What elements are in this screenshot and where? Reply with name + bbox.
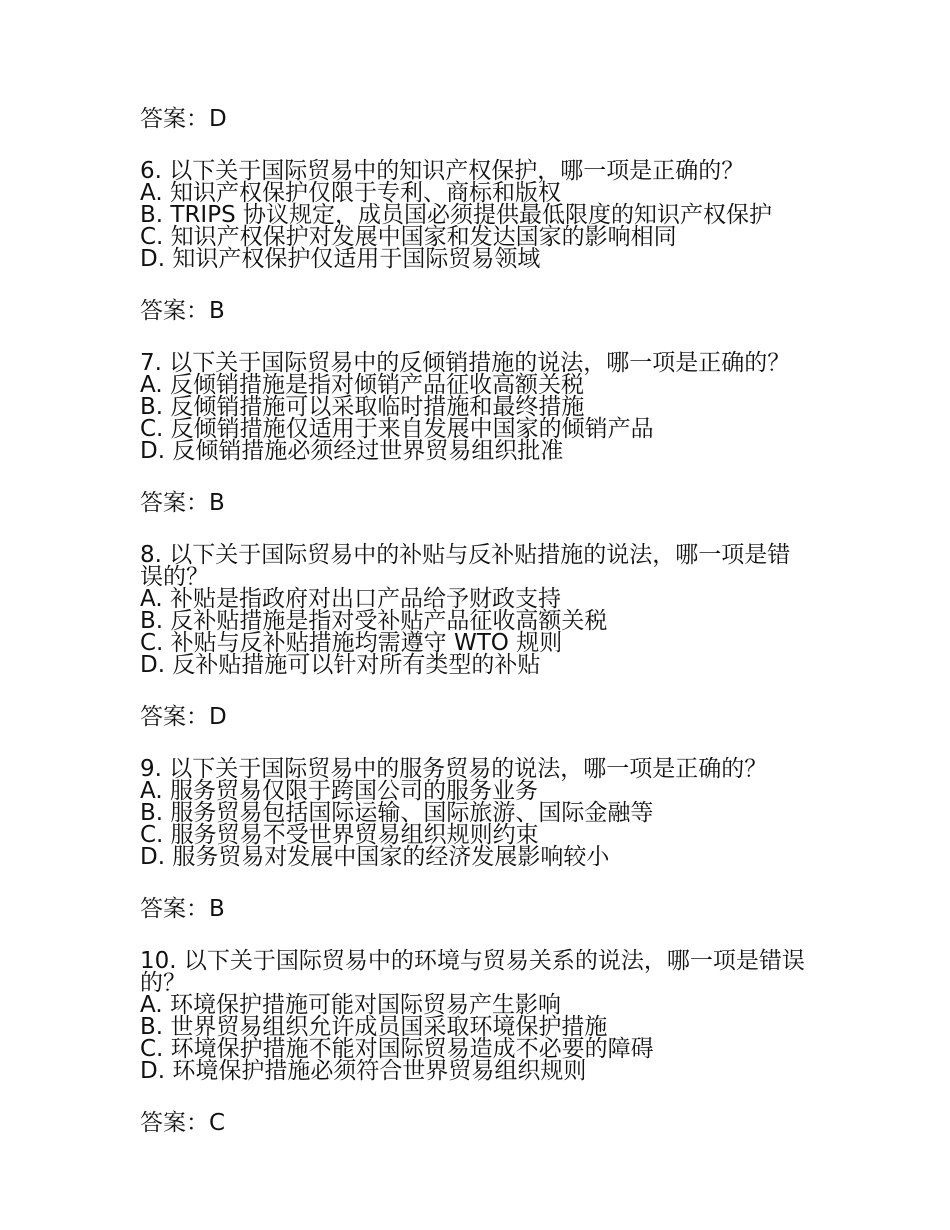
- option-c: C. 服务贸易不受世界贸易组织规则约束: [140, 822, 539, 848]
- option-b: B. 反补贴措施是指对受补贴产品征收高额关税: [140, 608, 608, 634]
- question-stem: 7. 以下关于国际贸易中的反倾销措施的说法，哪一项是正确的？: [140, 350, 791, 376]
- option-a: A. 反倾销措施是指对倾销产品征收高额关税: [140, 372, 584, 398]
- question-stem: 10. 以下关于国际贸易中的环境与贸易关系的说法，哪一项是错误的？: [140, 948, 805, 996]
- answer-text: 答案：D: [140, 106, 227, 132]
- question-block: [140, 758, 820, 868]
- question-block: [140, 950, 820, 1082]
- question-block: [140, 544, 820, 676]
- option-c: C. 知识产权保护对发展中国家和发达国家的影响相同: [140, 224, 677, 250]
- option-b: B. 反倾销措施可以采取临时措施和最终措施: [140, 394, 585, 420]
- answer-text: 答案：C: [140, 1110, 226, 1136]
- answer-text: 答案：B: [140, 490, 225, 516]
- question-stem: 8. 以下关于国际贸易中的补贴与反补贴措施的说法，哪一项是错误的？: [140, 542, 791, 590]
- document-page: [140, 104, 820, 1138]
- option-b: B. 世界贸易组织允许成员国采取环境保护措施: [140, 1014, 608, 1040]
- option-d: D. 环境保护措施必须符合世界贸易组织规则: [140, 1058, 587, 1084]
- option-b: B. TRIPS 协议规定，成员国必须提供最低限度的知识产权保护: [140, 202, 772, 228]
- question-block: [140, 352, 820, 462]
- option-a: A. 服务贸易仅限于跨国公司的服务业务: [140, 778, 538, 804]
- option-a: A. 环境保护措施可能对国际贸易产生影响: [140, 992, 561, 1018]
- option-d: D. 反倾销措施必须经过世界贸易组织批准: [140, 438, 564, 464]
- option-c: C. 环境保护措施不能对国际贸易造成不必要的障碍: [140, 1036, 654, 1062]
- answer-text: 答案：B: [140, 896, 225, 922]
- option-d: D. 服务贸易对发展中国家的经济发展影响较小: [140, 844, 610, 870]
- option-a: A. 补贴是指政府对出口产品给予财政支持: [140, 586, 561, 612]
- option-b: B. 服务贸易包括国际运输、国际旅游、国际金融等: [140, 800, 654, 826]
- option-d: D. 知识产权保护仅适用于国际贸易领域: [140, 246, 541, 272]
- question-stem: 9. 以下关于国际贸易中的服务贸易的说法，哪一项是正确的？: [140, 756, 768, 782]
- option-d: D. 反补贴措施可以针对所有类型的补贴: [140, 652, 541, 678]
- answer-text: 答案：D: [140, 704, 227, 730]
- answer-text: 答案：B: [140, 298, 225, 324]
- question-block: [140, 160, 820, 270]
- question-stem: 6. 以下关于国际贸易中的知识产权保护，哪一项是正确的？: [140, 158, 745, 184]
- option-a: A. 知识产权保护仅限于专利、商标和版权: [140, 180, 561, 206]
- option-c: C. 反倾销措施仅适用于来自发展中国家的倾销产品: [140, 416, 654, 442]
- option-c: C. 补贴与反补贴措施均需遵守 WTO 规则: [140, 630, 563, 656]
